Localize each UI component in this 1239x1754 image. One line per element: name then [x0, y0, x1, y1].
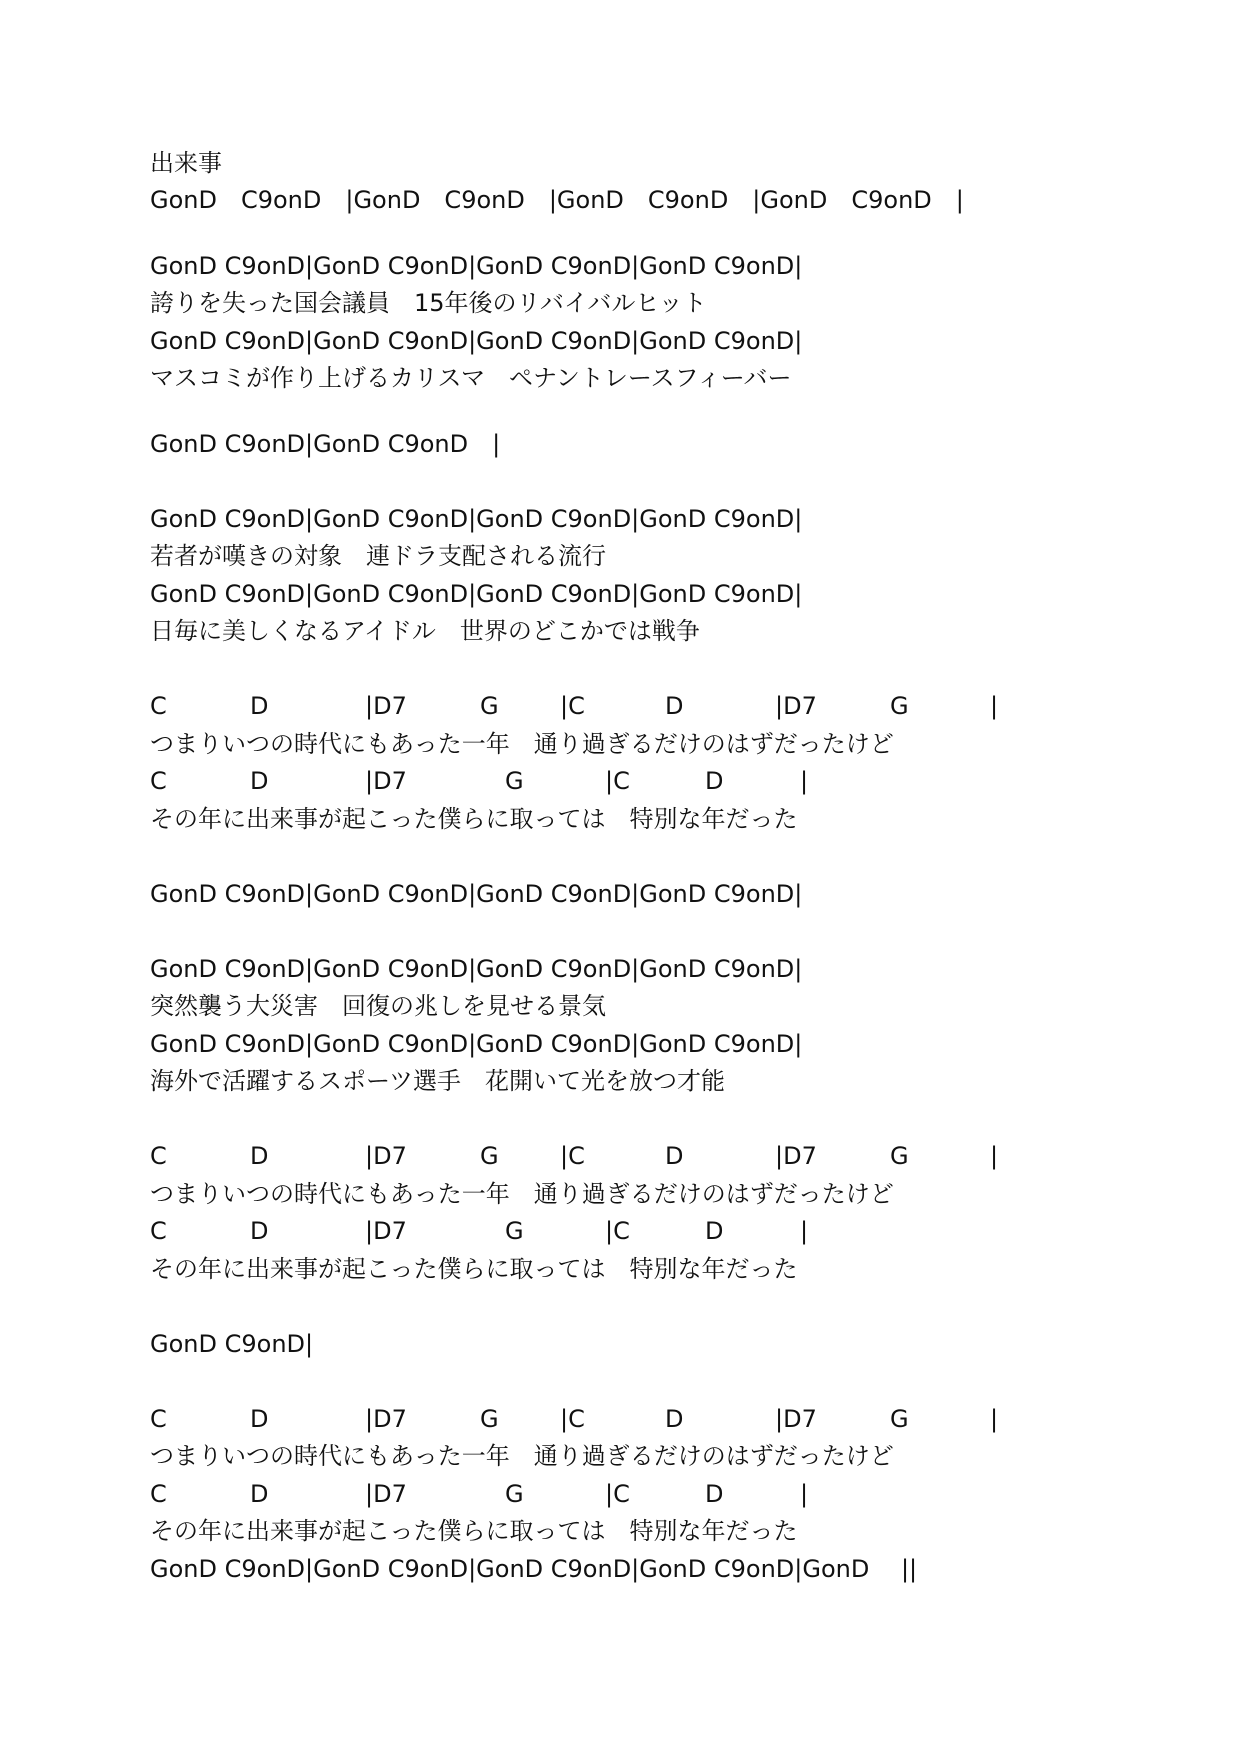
chord-symbol: G — [505, 767, 524, 795]
lyric-line: つまりいつの時代にもあった一年 通り過ぎるだけのはずだったけど — [150, 729, 894, 758]
chord-symbol: |D7 — [775, 692, 817, 720]
chord-line: GonD C9onD|GonD C9onD|GonD C9onD|GonD C9onD| — [150, 504, 803, 533]
chord-symbol: C — [150, 1217, 167, 1245]
lyric-line: マスコミが作り上げるカリスマ ペナントレースフィーバー — [150, 364, 792, 392]
chord-line: GonD C9onD|GonD C9onD|GonD C9onD|GonD C9onD| — [150, 1029, 803, 1058]
spacer — [150, 913, 1170, 951]
chord-symbol: | — [990, 1142, 999, 1170]
chord-symbol: |D7 — [775, 1404, 817, 1433]
lyric-line: 誇りを失った国会議員 15年後のリバイバルヒット — [150, 289, 707, 317]
chord-symbol: G — [480, 1404, 499, 1433]
chord-symbol: | — [800, 767, 809, 795]
chord-symbol: |D7 — [365, 1217, 407, 1245]
chord-symbol: D — [250, 1404, 269, 1433]
chord-symbol: | — [800, 1479, 809, 1508]
intro-chords: GonD C9onD |GonD C9onD |GonD C9onD |GonD C9onD | — [150, 186, 964, 214]
spacer — [150, 1101, 1170, 1139]
chord-symbol: D — [250, 1479, 269, 1508]
chord-symbol: C — [150, 1404, 167, 1433]
song-title: 出来事 — [150, 149, 222, 177]
chord-symbol: |D7 — [365, 1142, 407, 1170]
spacer — [150, 398, 1170, 426]
chorus-chord-line-a — [150, 1401, 1170, 1439]
chord-symbol: D — [250, 1142, 269, 1170]
spacer — [150, 1363, 1170, 1401]
chord-symbol: |D7 — [365, 1404, 407, 1433]
chord-symbol: D — [665, 1142, 684, 1170]
spacer — [150, 463, 1170, 501]
chorus-chord-line-a — [150, 1138, 1170, 1176]
lyric-line: 若者が嘆きの対象 連ドラ支配される流行 — [150, 542, 606, 570]
chorus-chord-line-b — [150, 1476, 1170, 1514]
chord-symbol: |C — [605, 1479, 630, 1508]
spacer — [150, 651, 1170, 689]
chord-symbol: G — [890, 692, 909, 720]
interlude-chords: GonD C9onD|GonD C9onD | — [150, 429, 501, 458]
chord-symbol: |D7 — [365, 767, 407, 795]
lyric-line: つまりいつの時代にもあった一年 通り過ぎるだけのはずだったけど — [150, 1442, 894, 1470]
chord-symbol: C — [150, 767, 167, 795]
chord-symbol: G — [505, 1217, 524, 1245]
chorus-chord-line-b — [150, 763, 1170, 801]
lyric-line: その年に出来事が起こった僕らに取っては 特別な年だった — [150, 804, 798, 833]
chord-symbol: G — [890, 1404, 909, 1433]
chord-symbol: D — [250, 1217, 269, 1245]
chord-symbol: G — [480, 1142, 499, 1170]
interlude-chords: GonD C9onD|GonD C9onD|GonD C9onD|GonD C9onD| — [150, 879, 803, 908]
lyric-line: 突然襲う大災害 回復の兆しを見せる景気 — [150, 992, 606, 1020]
chord-symbol: |D7 — [775, 1142, 817, 1170]
chord-symbol: |C — [605, 1217, 630, 1245]
chord-symbol: | — [800, 1217, 809, 1245]
chord-sheet — [150, 145, 1170, 1588]
lyric-line: 海外で活躍するスポーツ選手 花開いて光を放つ才能 — [150, 1067, 726, 1095]
chord-line: GonD C9onD|GonD C9onD|GonD C9onD|GonD C9onD| — [150, 251, 803, 280]
chord-symbol: |C — [560, 1404, 585, 1433]
chord-symbol: |C — [560, 1142, 585, 1170]
outro-chords: GonD C9onD|GonD C9onD|GonD C9onD|GonD C9onD|GonD || — [150, 1554, 918, 1583]
chord-symbol: D — [705, 767, 724, 795]
chord-symbol: | — [990, 692, 999, 720]
chorus-chord-line-a — [150, 688, 1170, 726]
interlude-chords: GonD C9onD| — [150, 1329, 314, 1358]
chord-symbol: D — [250, 692, 269, 720]
chord-symbol: G — [890, 1142, 909, 1170]
chorus-chord-line-b — [150, 1213, 1170, 1251]
chord-symbol: D — [705, 1217, 724, 1245]
chord-line: GonD C9onD|GonD C9onD|GonD C9onD|GonD C9onD| — [150, 954, 803, 983]
chord-symbol: |D7 — [365, 692, 407, 720]
chord-symbol: D — [250, 767, 269, 795]
chord-symbol: | — [990, 1404, 999, 1433]
chord-symbol: D — [665, 692, 684, 720]
spacer — [150, 220, 1170, 248]
lyric-line: その年に出来事が起こった僕らに取っては 特別な年だった — [150, 1517, 798, 1545]
lyric-line: つまりいつの時代にもあった一年 通り過ぎるだけのはずだったけど — [150, 1179, 894, 1208]
lyric-line: 日毎に美しくなるアイドル 世界のどこかでは戦争 — [150, 617, 700, 645]
chord-symbol: |C — [560, 692, 585, 720]
chord-symbol: G — [505, 1479, 524, 1508]
chord-line: GonD C9onD|GonD C9onD|GonD C9onD|GonD C9onD| — [150, 326, 803, 355]
chord-symbol: |D7 — [365, 1479, 407, 1508]
chord-line: GonD C9onD|GonD C9onD|GonD C9onD|GonD C9onD| — [150, 579, 803, 608]
chord-symbol: C — [150, 692, 167, 720]
chord-symbol: C — [150, 1479, 167, 1508]
chord-symbol: D — [665, 1404, 684, 1433]
spacer — [150, 838, 1170, 876]
spacer — [150, 1288, 1170, 1326]
lyric-line: その年に出来事が起こった僕らに取っては 特別な年だった — [150, 1254, 798, 1283]
chord-symbol: D — [705, 1479, 724, 1508]
chord-symbol: C — [150, 1142, 167, 1170]
chord-symbol: G — [480, 692, 499, 720]
chord-symbol: |C — [605, 767, 630, 795]
